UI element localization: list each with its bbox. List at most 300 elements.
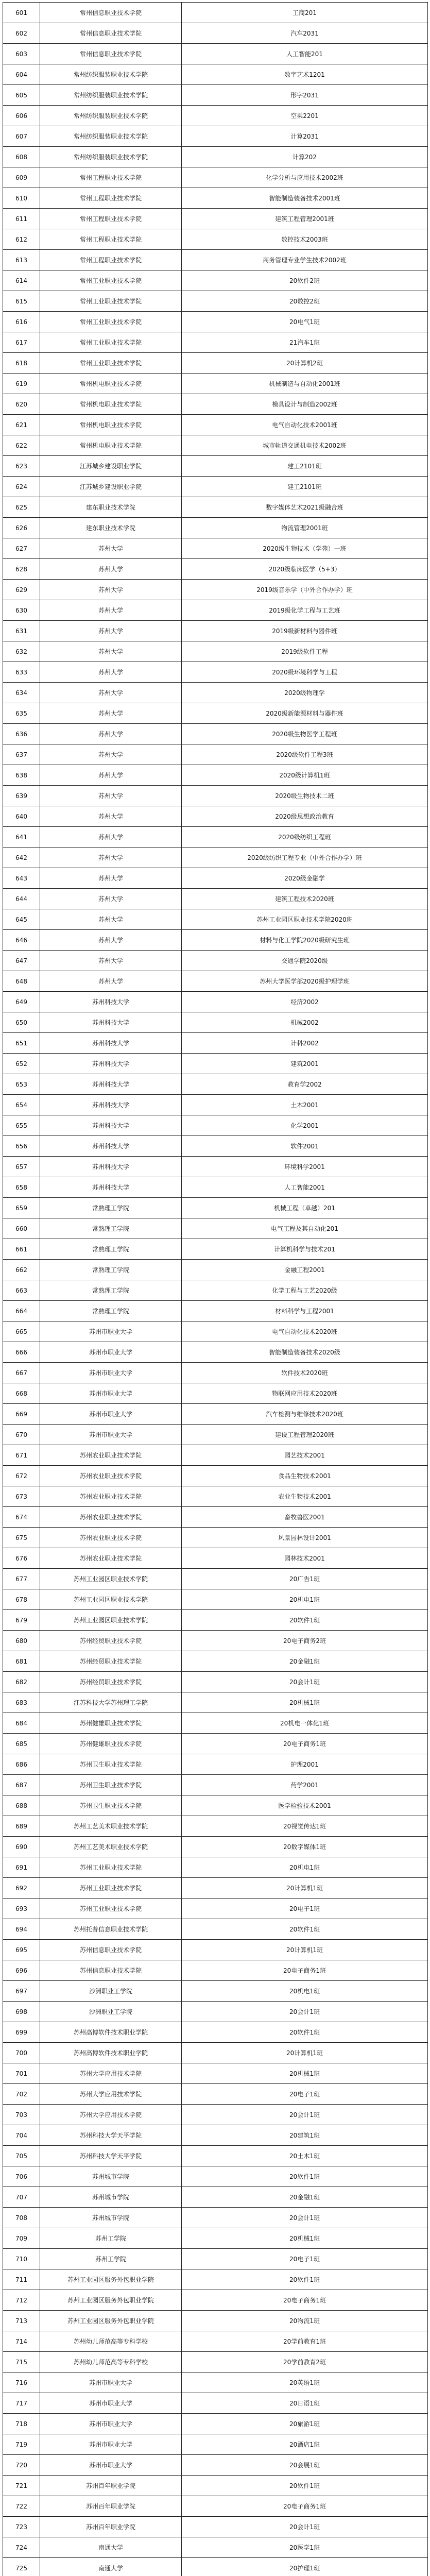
school-name: 南通大学 <box>40 2537 182 2558</box>
table-row <box>3 1857 428 1878</box>
class-name: 20电子商务1班 <box>182 2290 428 2311</box>
table-row <box>3 1919 428 1940</box>
table-row <box>3 1383 428 1404</box>
table-row <box>3 1054 428 1074</box>
school-name: 苏州工业园区职业技术学院 <box>40 1589 182 1610</box>
row-number: 665 <box>3 1321 40 1342</box>
class-name: 20电子商务1班 <box>182 2496 428 2517</box>
table-row <box>3 250 428 270</box>
table-row <box>3 2166 428 2187</box>
school-name: 苏州卫生职业技术学院 <box>40 1795 182 1816</box>
class-name: 20土木1班 <box>182 2146 428 2166</box>
table-row <box>3 1631 428 1651</box>
row-number: 715 <box>3 2352 40 2372</box>
row-number: 601 <box>3 3 40 23</box>
row-number: 676 <box>3 1548 40 1569</box>
table-row <box>3 167 428 188</box>
class-name: 空乘2201 <box>182 106 428 126</box>
class-name: 电气工程及其自动化201 <box>182 1218 428 1239</box>
class-name: 交通学院2020级 <box>182 951 428 971</box>
class-name: 20计算机1班 <box>182 1940 428 1960</box>
school-name: 苏州大学 <box>40 744 182 765</box>
table-row <box>3 2517 428 2537</box>
row-number: 614 <box>3 270 40 291</box>
row-number: 669 <box>3 1404 40 1425</box>
class-name: 护理2001 <box>182 1754 428 1775</box>
row-number: 687 <box>3 1775 40 1795</box>
row-number: 625 <box>3 497 40 518</box>
class-name: 机械工程（卓越）201 <box>182 1198 428 1218</box>
class-name: 教育学2002 <box>182 1074 428 1095</box>
class-name: 软件技术2020班 <box>182 1363 428 1383</box>
row-number: 707 <box>3 2187 40 2208</box>
school-name: 常熟理工学院 <box>40 1218 182 1239</box>
row-number: 644 <box>3 889 40 909</box>
class-name: 环境科学2001 <box>182 1157 428 1177</box>
row-number: 700 <box>3 2043 40 2063</box>
school-name: 苏州大学 <box>40 868 182 889</box>
class-name: 数字媒体艺术2021级融合班 <box>182 497 428 518</box>
class-name: 经济2002 <box>182 992 428 1012</box>
row-number: 708 <box>3 2208 40 2228</box>
table-row <box>3 3 428 23</box>
class-name: 20旅游1班 <box>182 2414 428 2434</box>
school-name: 南通大学 <box>40 2558 182 2576</box>
school-name: 常州工程职业技术学院 <box>40 250 182 270</box>
school-name: 常熟理工学院 <box>40 1239 182 1260</box>
table-row <box>3 889 428 909</box>
school-name: 苏州经贸职业技术学院 <box>40 1651 182 1672</box>
class-name: 20机电1班 <box>182 1981 428 2002</box>
row-number: 703 <box>3 2105 40 2125</box>
row-number: 673 <box>3 1486 40 1507</box>
school-name: 苏州市职业大学 <box>40 1425 182 1445</box>
class-name: 2020级纺织工程专业（中外合作办学）班 <box>182 848 428 868</box>
school-name: 苏州科技大学天平学院 <box>40 2146 182 2166</box>
table-row <box>3 621 428 641</box>
class-name: 汽车2031 <box>182 23 428 44</box>
table-row <box>3 600 428 621</box>
row-number: 699 <box>3 2022 40 2043</box>
row-number: 711 <box>3 2269 40 2290</box>
table-row <box>3 64 428 85</box>
class-name: 20电子1班 <box>182 2084 428 2105</box>
table-row <box>3 2125 428 2146</box>
table-row <box>3 2208 428 2228</box>
table-row <box>3 1713 428 1734</box>
school-name: 苏州大学 <box>40 559 182 580</box>
class-name: 20电子商务1班 <box>182 1734 428 1754</box>
school-name: 常州机电职业技术学院 <box>40 435 182 456</box>
school-name: 苏州百年职业学院 <box>40 2517 182 2537</box>
table-row <box>3 2393 428 2414</box>
class-name: 2019级音乐学（中外合作办学）班 <box>182 580 428 600</box>
row-number: 605 <box>3 85 40 106</box>
table-row <box>3 1095 428 1115</box>
class-name: 化学工程与工艺2020级 <box>182 1280 428 1301</box>
row-number: 604 <box>3 64 40 85</box>
school-name: 常州工业职业技术学院 <box>40 312 182 332</box>
school-name: 苏州市职业大学 <box>40 2372 182 2393</box>
table-row <box>3 477 428 497</box>
class-name: 20软件1班 <box>182 2476 428 2496</box>
table-row <box>3 1528 428 1548</box>
school-name: 沙洲职业工学院 <box>40 2002 182 2022</box>
row-number: 631 <box>3 621 40 641</box>
table-row <box>3 662 428 683</box>
school-name: 常州工业职业技术学院 <box>40 291 182 312</box>
table-row <box>3 1012 428 1033</box>
school-name: 苏州农业职业技术学院 <box>40 1528 182 1548</box>
class-name: 20金融1班 <box>182 1651 428 1672</box>
class-name: 计算2031 <box>182 126 428 147</box>
row-number: 705 <box>3 2146 40 2166</box>
row-number: 655 <box>3 1115 40 1136</box>
row-number: 616 <box>3 312 40 332</box>
class-name: 数控技术2003班 <box>182 229 428 250</box>
table-row <box>3 806 428 827</box>
school-name: 苏州科技大学天平学院 <box>40 2125 182 2146</box>
school-name: 苏州城市学院 <box>40 2166 182 2187</box>
table-row <box>3 2290 428 2311</box>
table-row <box>3 1960 428 1981</box>
row-number: 642 <box>3 848 40 868</box>
class-name: 20机械1班 <box>182 2228 428 2249</box>
table-row <box>3 559 428 580</box>
table-row <box>3 497 428 518</box>
class-name: 智能制造装备技术2020级 <box>182 1342 428 1363</box>
table-row <box>3 1280 428 1301</box>
table-row <box>3 703 428 724</box>
table-row <box>3 1940 428 1960</box>
school-name: 苏州工业园区职业技术学院 <box>40 1569 182 1589</box>
row-number: 664 <box>3 1301 40 1321</box>
school-name: 苏州农业职业技术学院 <box>40 1466 182 1486</box>
table-row <box>3 456 428 477</box>
class-name: 建工2101班 <box>182 456 428 477</box>
school-name: 苏州工业职业技术学院 <box>40 1857 182 1878</box>
class-name: 20电气1班 <box>182 312 428 332</box>
school-name: 常州信息职业技术学院 <box>40 3 182 23</box>
school-name: 苏州市职业大学 <box>40 2455 182 2476</box>
school-name: 苏州工业职业技术学院 <box>40 1878 182 1899</box>
table-row <box>3 2352 428 2372</box>
class-name: 20电子商务1班 <box>182 1960 428 1981</box>
row-number: 621 <box>3 415 40 435</box>
row-number: 723 <box>3 2517 40 2537</box>
row-number: 717 <box>3 2393 40 2414</box>
school-name: 苏州市职业大学 <box>40 1383 182 1404</box>
row-number: 657 <box>3 1157 40 1177</box>
class-name: 计算202 <box>182 147 428 167</box>
class-name: 20软件1班 <box>182 2269 428 2290</box>
row-number: 724 <box>3 2537 40 2558</box>
row-number: 602 <box>3 23 40 44</box>
school-name: 沙洲职业工学院 <box>40 1981 182 2002</box>
row-number: 690 <box>3 1837 40 1857</box>
row-number: 680 <box>3 1631 40 1651</box>
school-name: 苏州市职业大学 <box>40 2393 182 2414</box>
school-name: 常州纺织服装职业技术学院 <box>40 106 182 126</box>
row-number: 624 <box>3 477 40 497</box>
row-number: 611 <box>3 209 40 229</box>
school-name: 苏州大学 <box>40 930 182 951</box>
table-row <box>3 374 428 394</box>
school-name: 苏州大学 <box>40 909 182 930</box>
school-name: 苏州信息职业技术学院 <box>40 1960 182 1981</box>
row-number: 685 <box>3 1734 40 1754</box>
table-row <box>3 415 428 435</box>
class-name: 2020级软件工程3班 <box>182 744 428 765</box>
class-name: 20医学1班 <box>182 2537 428 2558</box>
class-name: 2020级计算机1班 <box>182 765 428 786</box>
table-row <box>3 332 428 353</box>
school-name: 苏州科技大学 <box>40 1136 182 1157</box>
row-number: 716 <box>3 2372 40 2393</box>
class-name: 电气自动化技术2020班 <box>182 1321 428 1342</box>
class-name: 2019级新材料与器件班 <box>182 621 428 641</box>
school-name: 常州纺织服装职业技术学院 <box>40 126 182 147</box>
table-row <box>3 1239 428 1260</box>
class-name: 20日语1班 <box>182 2393 428 2414</box>
class-name: 医学检验技术2001 <box>182 1795 428 1816</box>
row-number: 677 <box>3 1569 40 1589</box>
table-row <box>3 147 428 167</box>
school-name: 苏州健雄职业技术学院 <box>40 1734 182 1754</box>
table-row <box>3 538 428 559</box>
table-row <box>3 1136 428 1157</box>
table-row <box>3 1610 428 1631</box>
row-number: 692 <box>3 1878 40 1899</box>
class-name: 20软件1班 <box>182 2022 428 2043</box>
table-row <box>3 1734 428 1754</box>
school-name: 常州机电职业技术学院 <box>40 394 182 415</box>
table-row <box>3 1301 428 1321</box>
table-row <box>3 1445 428 1466</box>
school-name: 苏州大学 <box>40 703 182 724</box>
row-number: 653 <box>3 1074 40 1095</box>
school-name: 常州工程职业技术学院 <box>40 229 182 250</box>
school-name: 苏州市职业大学 <box>40 2414 182 2434</box>
table-row <box>3 2105 428 2125</box>
school-name: 苏州科技大学 <box>40 1012 182 1033</box>
class-name: 2020级思想政治教育 <box>182 806 428 827</box>
class-name: 物联网应用技术2020班 <box>182 1383 428 1404</box>
school-name: 苏州经贸职业技术学院 <box>40 1631 182 1651</box>
row-number: 666 <box>3 1342 40 1363</box>
table-row <box>3 2269 428 2290</box>
class-name: 数字艺术1201 <box>182 64 428 85</box>
class-name: 20机电1班 <box>182 1589 428 1610</box>
school-name: 常州机电职业技术学院 <box>40 374 182 394</box>
table-row <box>3 2022 428 2043</box>
school-name: 苏州幼儿师范高等专科学校 <box>40 2331 182 2352</box>
row-number: 688 <box>3 1795 40 1816</box>
class-name: 20机电1班 <box>182 1857 428 1878</box>
school-name: 苏州大学 <box>40 806 182 827</box>
table-row <box>3 1507 428 1528</box>
class-name: 20机械1班 <box>182 2063 428 2084</box>
class-name: 建筑2001 <box>182 1054 428 1074</box>
class-name: 模具设计与制造2002班 <box>182 394 428 415</box>
row-number: 718 <box>3 2414 40 2434</box>
row-number: 656 <box>3 1136 40 1157</box>
school-name: 苏州市职业大学 <box>40 1321 182 1342</box>
school-name: 苏州工业职业技术学院 <box>40 1899 182 1919</box>
class-name: 建筑工程管理2001班 <box>182 209 428 229</box>
table-row <box>3 1074 428 1095</box>
class-name: 20软件2班 <box>182 270 428 291</box>
row-number: 638 <box>3 765 40 786</box>
table-row <box>3 270 428 291</box>
row-number: 697 <box>3 1981 40 2002</box>
table-row <box>3 1342 428 1363</box>
row-number: 617 <box>3 332 40 353</box>
table-row <box>3 1260 428 1280</box>
class-name: 人工智能2001 <box>182 1177 428 1198</box>
class-name: 苏州大学医学部2020级护理学班 <box>182 971 428 992</box>
row-number: 678 <box>3 1589 40 1610</box>
table-row <box>3 209 428 229</box>
row-number: 635 <box>3 703 40 724</box>
row-number: 650 <box>3 1012 40 1033</box>
school-name: 苏州科技大学 <box>40 1033 182 1054</box>
school-name: 苏州工艺美术职业技术学院 <box>40 1837 182 1857</box>
row-number: 641 <box>3 827 40 848</box>
row-number: 709 <box>3 2228 40 2249</box>
row-number: 623 <box>3 456 40 477</box>
school-name: 苏州科技大学 <box>40 1074 182 1095</box>
class-name: 20建筑1班 <box>182 2125 428 2146</box>
school-name: 苏州科技大学 <box>40 1095 182 1115</box>
school-name: 常州工业职业技术学院 <box>40 353 182 374</box>
row-number: 607 <box>3 126 40 147</box>
row-number: 613 <box>3 250 40 270</box>
school-name: 苏州大学 <box>40 662 182 683</box>
class-name: 计算机科学与技术201 <box>182 1239 428 1260</box>
table-row <box>3 683 428 703</box>
table-row <box>3 2434 428 2455</box>
school-name: 苏州市职业大学 <box>40 1363 182 1383</box>
school-name: 苏州科技大学 <box>40 992 182 1012</box>
table-row <box>3 2476 428 2496</box>
school-name: 常州信息职业技术学院 <box>40 44 182 64</box>
class-name: 20视觉传达1班 <box>182 1816 428 1837</box>
class-name: 商务管理专业学生技术2002班 <box>182 250 428 270</box>
class-name: 20会计1班 <box>182 1672 428 1692</box>
row-number: 693 <box>3 1899 40 1919</box>
school-name: 苏州农业职业技术学院 <box>40 1548 182 1569</box>
row-number: 628 <box>3 559 40 580</box>
class-name: 形字2031 <box>182 85 428 106</box>
row-number: 636 <box>3 724 40 744</box>
table-row <box>3 1404 428 1425</box>
class-name: 汽车检测与维修技术2020班 <box>182 1404 428 1425</box>
school-name: 苏州卫生职业技术学院 <box>40 1754 182 1775</box>
table-row <box>3 1115 428 1136</box>
class-name: 风景园林设计2001 <box>182 1528 428 1548</box>
row-number: 725 <box>3 2558 40 2576</box>
row-number: 695 <box>3 1940 40 1960</box>
row-number: 679 <box>3 1610 40 1631</box>
table-row <box>3 291 428 312</box>
school-name: 江苏科技大学苏州理工学院 <box>40 1692 182 1713</box>
table-row <box>3 2228 428 2249</box>
row-number: 719 <box>3 2434 40 2455</box>
row-number: 658 <box>3 1177 40 1198</box>
class-name: 苏州工业园区职业技术学院2020班 <box>182 909 428 930</box>
school-name: 苏州大学 <box>40 621 182 641</box>
school-name: 苏州工业园区服务外包职业学院 <box>40 2290 182 2311</box>
class-name: 园林技术2001 <box>182 1548 428 1569</box>
row-number: 714 <box>3 2331 40 2352</box>
class-name: 城市轨道交通机电技术2002班 <box>182 435 428 456</box>
table-row <box>3 126 428 147</box>
class-name: 20会展1班 <box>182 2455 428 2476</box>
row-number: 603 <box>3 44 40 64</box>
school-name: 苏州市职业大学 <box>40 1342 182 1363</box>
class-name: 20计算机1班 <box>182 1878 428 1899</box>
class-name: 2020级生物技术二班 <box>182 786 428 806</box>
class-name: 20软件1班 <box>182 1610 428 1631</box>
class-name: 金融工程2001 <box>182 1260 428 1280</box>
table-row <box>3 1363 428 1383</box>
school-name: 常州机电职业技术学院 <box>40 415 182 435</box>
school-name: 苏州百年职业学院 <box>40 2476 182 2496</box>
row-number: 610 <box>3 188 40 209</box>
row-number: 645 <box>3 909 40 930</box>
row-number: 648 <box>3 971 40 992</box>
row-number: 646 <box>3 930 40 951</box>
school-name: 苏州市职业大学 <box>40 2434 182 2455</box>
school-name: 苏州大学 <box>40 971 182 992</box>
class-name: 20学前教育1班 <box>182 2331 428 2352</box>
class-name: 2020级临床医学（5+3） <box>182 559 428 580</box>
table-row <box>3 641 428 662</box>
row-number: 696 <box>3 1960 40 1981</box>
school-name: 苏州百年职业学院 <box>40 2496 182 2517</box>
table-row <box>3 2187 428 2208</box>
row-number: 672 <box>3 1466 40 1486</box>
school-name: 苏州大学 <box>40 889 182 909</box>
class-name: 20会计1班 <box>182 2208 428 2228</box>
class-name: 农业生物技术2001 <box>182 1486 428 1507</box>
table-row <box>3 229 428 250</box>
school-name: 常州纺织服装职业技术学院 <box>40 64 182 85</box>
class-name: 软件2001 <box>182 1136 428 1157</box>
table-row <box>3 2146 428 2166</box>
class-name: 20电子1班 <box>182 1899 428 1919</box>
class-name: 工商201 <box>182 3 428 23</box>
school-name: 江苏城乡建设职业学院 <box>40 456 182 477</box>
row-number: 634 <box>3 683 40 703</box>
class-name: 20英语1班 <box>182 2372 428 2393</box>
school-name: 常州纺织服装职业技术学院 <box>40 147 182 167</box>
row-number: 702 <box>3 2084 40 2105</box>
table-row <box>3 1177 428 1198</box>
class-name: 20机电一体化1班 <box>182 1713 428 1734</box>
school-name: 苏州工业园区服务外包职业学院 <box>40 2269 182 2290</box>
class-name: 20软件1班 <box>182 2166 428 2187</box>
school-name: 苏州工业园区职业技术学院 <box>40 1610 182 1631</box>
class-name: 20计算机2班 <box>182 353 428 374</box>
class-name: 园艺技术2001 <box>182 1445 428 1466</box>
school-name: 常熟理工学院 <box>40 1260 182 1280</box>
school-name: 苏州工学院 <box>40 2249 182 2269</box>
class-name: 2020级生物医学工程班 <box>182 724 428 744</box>
table-row <box>3 518 428 538</box>
school-name: 苏州科技大学 <box>40 1157 182 1177</box>
